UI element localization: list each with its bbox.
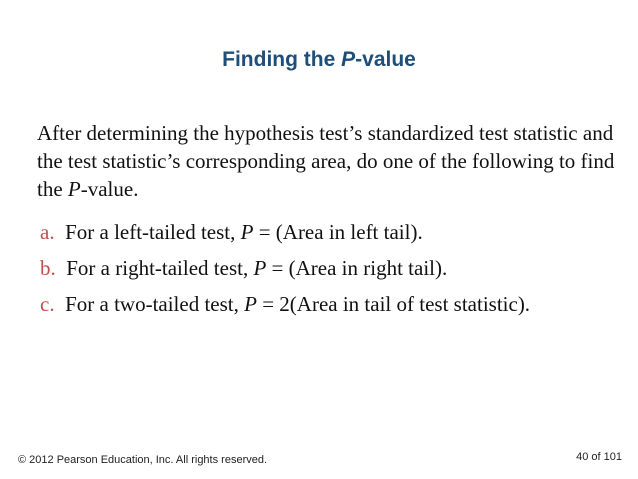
list-marker-c: c.: [40, 292, 55, 316]
page-number: 40 of 101: [576, 451, 622, 463]
slide-title: [0, 48, 638, 72]
item-c-text-pre: For a two-tailed test,: [65, 292, 245, 316]
intro-paragraph: [37, 119, 627, 203]
item-a-text-post: = (Area in left tail).: [253, 220, 423, 244]
title-text-post: -value: [355, 48, 416, 71]
title-text-italic: P: [341, 48, 356, 71]
list-marker-b: b.: [40, 256, 56, 280]
intro-text-post: -value.: [80, 177, 139, 201]
list-item-b: [40, 254, 630, 282]
item-b-text-italic: P: [253, 256, 267, 280]
item-b-text-post: = (Area in right tail).: [266, 256, 448, 280]
item-b-text-pre: For a right-tailed test,: [66, 256, 254, 280]
copyright-footer: © 2012 Pearson Education, Inc. All rights reserved.: [18, 454, 268, 466]
intro-text-italic: P: [67, 177, 81, 201]
item-a-text-italic: P: [240, 220, 254, 244]
title-text-pre: Finding the: [222, 48, 342, 71]
item-a-text-pre: For a left-tailed test,: [65, 220, 241, 244]
list-marker-a: a.: [40, 220, 55, 244]
item-c-text-post: = 2(Area in tail of test statistic).: [256, 292, 531, 316]
item-c-text-italic: P: [244, 292, 257, 316]
intro-text-pre: After determining the hypothesis test’s standardized test statistic and the test statistic’s corresponding area, do one of the following to find the: [37, 121, 615, 201]
list-item-c: [40, 290, 630, 318]
list-item-a: [40, 218, 630, 246]
